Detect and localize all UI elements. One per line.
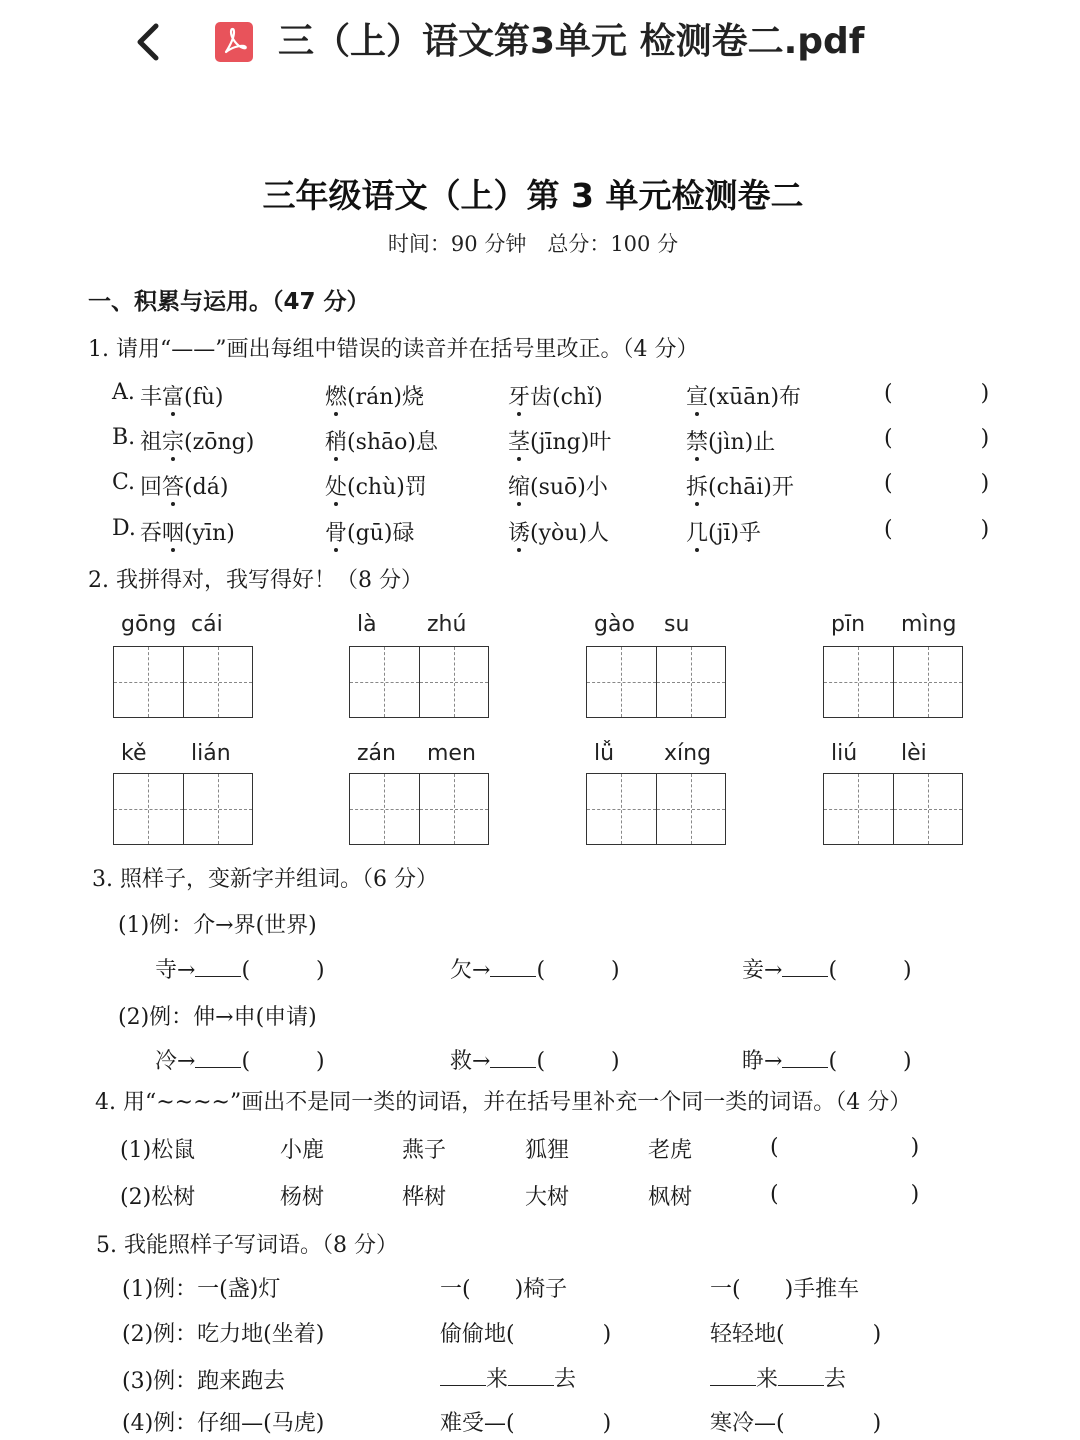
pinyin-label: liú [831, 741, 858, 766]
pinyin-label: mìng [901, 612, 957, 637]
pinyin-item-part: 宗 [162, 430, 185, 455]
phrase-item[interactable]: 难受—( ) [440, 1411, 612, 1436]
answer-parentheses[interactable]: ( ) [770, 1182, 920, 1207]
answer-parentheses[interactable]: ( ) [828, 1049, 912, 1074]
phrase-char: 去 [824, 1367, 847, 1392]
transform-source: 欠→ [450, 958, 491, 983]
answer-parentheses[interactable]: ( ) [884, 426, 990, 451]
answer-blank[interactable] [782, 1047, 828, 1068]
writing-cell[interactable] [824, 647, 893, 717]
answer-blank[interactable] [195, 1047, 241, 1068]
pinyin-item-part: 小 [585, 475, 608, 500]
phrase-char: 来 [756, 1367, 779, 1392]
pinyin-item [686, 516, 761, 547]
top-bar [0, 0, 1080, 90]
answer-blank[interactable] [782, 956, 828, 977]
pinyin-item [508, 470, 608, 501]
pinyin-item-part: 吞 [140, 521, 163, 546]
answer-blank[interactable] [490, 1047, 536, 1068]
pinyin-item-part: (chù) [347, 475, 405, 500]
pinyin-label: lǚ [594, 741, 615, 766]
phrase-blank-item[interactable] [440, 1362, 576, 1393]
pinyin-item [140, 425, 254, 456]
pinyin-item-part: 牙 [508, 385, 531, 410]
pinyin-label: pīn [831, 612, 866, 637]
pinyin-item-part: (jìn) [708, 430, 754, 455]
writing-cell[interactable] [893, 647, 963, 717]
answer-blank[interactable] [195, 956, 241, 977]
question-1-prompt: 1. 请用“——”画出每组中错误的读音并在括号里改正。（4 分） [88, 337, 699, 362]
pinyin-item [140, 470, 228, 501]
writing-cell[interactable] [183, 774, 253, 844]
pinyin-item-part: (fù) [184, 385, 224, 410]
pinyin-item-part: 几 [686, 521, 709, 546]
pinyin-item-part: (jī) [708, 521, 740, 546]
answer-blank[interactable] [490, 956, 536, 977]
answer-parentheses[interactable]: ( ) [884, 517, 990, 542]
answer-parentheses[interactable]: ( ) [241, 958, 325, 983]
word-item[interactable]: 桦树 [402, 1185, 447, 1210]
phrase-char: 去 [554, 1367, 577, 1392]
pinyin-item-part: 咽 [162, 521, 185, 546]
pinyin-item-part: 缩 [508, 475, 531, 500]
phrase-item[interactable]: 一( )手推车 [710, 1277, 860, 1302]
pinyin-item [325, 425, 438, 456]
answer-blank[interactable] [440, 1365, 486, 1386]
pinyin-item-part: 烧 [401, 385, 424, 410]
phrase-item[interactable]: 偷偷地( ) [440, 1322, 612, 1347]
answer-parentheses[interactable]: ( ) [770, 1135, 920, 1160]
pinyin-item-part: 乎 [739, 521, 762, 546]
transform-source: 寺→ [155, 958, 196, 983]
writing-cell[interactable] [587, 647, 656, 717]
phrase-item: (2)例：吃力地(坐着) [122, 1322, 325, 1347]
pinyin-item-part: 止 [753, 430, 776, 455]
answer-blank[interactable] [508, 1365, 554, 1386]
pinyin-item-part: (zōng) [184, 430, 255, 455]
pinyin-item-part: 开 [771, 475, 794, 500]
pinyin-label: lián [191, 741, 231, 766]
pinyin-item-part: 拆 [686, 475, 709, 500]
writing-grid[interactable] [349, 773, 489, 845]
writing-grid[interactable] [113, 773, 253, 845]
pinyin-item [508, 380, 603, 411]
pinyin-label: là [357, 612, 377, 637]
phrase-item: (3)例：跑来跑去 [122, 1369, 286, 1394]
pinyin-item-part: 稍 [325, 430, 348, 455]
phrase-item[interactable]: 一( )椅子 [440, 1277, 568, 1302]
question-5-prompt: 5. 我能照样子写词语。（8 分） [96, 1233, 398, 1258]
pinyin-item-part: (dá) [184, 475, 229, 500]
transform-item [450, 953, 620, 984]
pinyin-label: gōng [121, 612, 177, 637]
word-item[interactable]: 狐狸 [525, 1138, 570, 1163]
phrase-blank-item[interactable] [710, 1362, 846, 1393]
answer-parentheses[interactable]: ( ) [884, 381, 990, 406]
question-3-example-1: (1)例：介→界(世界) [118, 913, 317, 938]
pinyin-item-part: 丰 [140, 385, 163, 410]
back-arrow-icon[interactable] [128, 16, 168, 68]
pinyin-item [325, 516, 414, 547]
pinyin-label: kě [121, 741, 147, 766]
writing-grid[interactable] [349, 646, 489, 718]
question-3-prompt: 3. 照样子，变新字并组词。（6 分） [92, 867, 438, 892]
answer-blank[interactable] [710, 1365, 756, 1386]
pinyin-label: xíng [664, 741, 712, 766]
writing-cell[interactable] [587, 774, 656, 844]
pinyin-item-part: (suō) [530, 475, 586, 500]
answer-blank[interactable] [778, 1365, 824, 1386]
question-2-prompt: 2. 我拼得对，我写得好！（8 分） [88, 568, 423, 593]
phrase-char: 来 [486, 1367, 509, 1392]
pinyin-label: zán [357, 741, 396, 766]
pinyin-label: men [427, 741, 476, 766]
file-title: 三（上）语文第3单元 检测卷二.pdf [278, 21, 865, 62]
pinyin-label: su [664, 612, 690, 637]
option-label: A. [112, 380, 135, 405]
pinyin-item-part: (yòu) [530, 521, 588, 546]
pinyin-item-part: 齿 [530, 385, 553, 410]
transform-source: 睁→ [742, 1049, 783, 1074]
phrase-item: (1)例：一(盏)灯 [122, 1277, 281, 1302]
writing-grid[interactable] [586, 646, 726, 718]
phrase-item[interactable]: 寒冷—( ) [710, 1411, 882, 1436]
writing-grid[interactable] [823, 773, 963, 845]
pinyin-item-part: (rán) [347, 385, 402, 410]
exam-meta: 时间：90 分钟 总分：100 分 [387, 232, 679, 256]
transform-item [742, 1044, 912, 1075]
phrase-item[interactable]: 轻轻地( ) [710, 1322, 882, 1347]
word-item[interactable]: 杨树 [280, 1185, 325, 1210]
writing-grid[interactable] [823, 646, 963, 718]
pinyin-item [325, 470, 427, 501]
pinyin-item-part: 燃 [325, 385, 348, 410]
pinyin-item-part: 诱 [508, 521, 531, 546]
pinyin-item-part: 禁 [686, 430, 709, 455]
question-4-prompt: 4. 用“~~~~”画出不是同一类的词语，并在括号里补充一个同一类的词语。（4 分） [95, 1090, 912, 1115]
writing-grid[interactable] [113, 646, 253, 718]
writing-cell[interactable] [419, 774, 489, 844]
writing-cell[interactable] [656, 774, 726, 844]
word-item[interactable]: 枫树 [648, 1185, 693, 1210]
section-heading: 一、积累与运用。（47 分） [88, 289, 370, 315]
pinyin-label: cái [191, 612, 223, 637]
pinyin-item-part: 息 [416, 430, 439, 455]
option-label: B. [112, 425, 136, 450]
pinyin-item-part: 宣 [686, 385, 709, 410]
writing-cell[interactable] [419, 647, 489, 717]
pinyin-item [686, 380, 801, 411]
pinyin-item-part: (xūān) [708, 385, 780, 410]
option-label: D. [112, 516, 136, 541]
pinyin-item [140, 516, 235, 547]
word-item[interactable]: 大树 [525, 1185, 570, 1210]
transform-source: 冷→ [155, 1049, 196, 1074]
pinyin-item-part: 叶 [589, 430, 612, 455]
pinyin-item-part: (chǐ) [552, 385, 603, 410]
pinyin-item-part: 碌 [392, 521, 415, 546]
pinyin-item-part: 富 [162, 385, 185, 410]
writing-cell[interactable] [350, 647, 419, 717]
answer-parentheses[interactable]: ( ) [828, 958, 912, 983]
writing-cell[interactable] [114, 647, 183, 717]
transform-source: 救→ [450, 1049, 491, 1074]
pinyin-item-part: 处 [325, 475, 348, 500]
pinyin-item-part: (chāi) [708, 475, 772, 500]
word-item[interactable]: (2)松树 [120, 1185, 196, 1210]
pinyin-item-part: 茎 [508, 430, 531, 455]
pinyin-item [508, 516, 609, 547]
writing-cell[interactable] [893, 774, 963, 844]
transform-item [155, 1044, 325, 1075]
pdf-file-icon [215, 22, 253, 62]
writing-cell[interactable] [824, 774, 893, 844]
pinyin-label: zhú [427, 612, 467, 637]
writing-grid[interactable] [586, 773, 726, 845]
phrase-item: (4)例：仔细—(马虎) [122, 1411, 325, 1436]
writing-cell[interactable] [350, 774, 419, 844]
transform-item [742, 953, 912, 984]
transform-item [450, 1044, 620, 1075]
word-item[interactable]: 小鹿 [280, 1138, 325, 1163]
pinyin-item [140, 380, 224, 411]
pinyin-item-part: 人 [587, 521, 610, 546]
pinyin-item [508, 425, 611, 456]
pinyin-item-part: 布 [779, 385, 802, 410]
pinyin-label: gào [594, 612, 635, 637]
pinyin-item-part: (jīng) [530, 430, 590, 455]
pinyin-label: lèi [901, 741, 927, 766]
transform-source: 妾→ [742, 958, 783, 983]
word-item[interactable]: 老虎 [648, 1138, 693, 1163]
pinyin-item-part: (gū) [347, 521, 393, 546]
word-item[interactable]: 燕子 [402, 1138, 447, 1163]
answer-parentheses[interactable]: ( ) [884, 471, 990, 496]
document-title: 三年级语文（上）第 3 单元检测卷二 [262, 176, 804, 215]
question-3-example-2: (2)例：伸→申(申请) [118, 1005, 317, 1030]
writing-cell[interactable] [183, 647, 253, 717]
pinyin-item-part: 祖 [140, 430, 163, 455]
writing-cell[interactable] [656, 647, 726, 717]
pinyin-item-part: (shāo) [347, 430, 417, 455]
pinyin-item-part: 答 [162, 475, 185, 500]
pinyin-item-part: (yīn) [184, 521, 235, 546]
transform-item [155, 953, 325, 984]
pinyin-item [686, 425, 775, 456]
answer-parentheses[interactable]: ( ) [241, 1049, 325, 1074]
pinyin-item [686, 470, 794, 501]
pinyin-item [325, 380, 424, 411]
answer-parentheses[interactable]: ( ) [536, 958, 620, 983]
pinyin-item-part: 罚 [404, 475, 427, 500]
answer-parentheses[interactable]: ( ) [536, 1049, 620, 1074]
pinyin-item-part: 骨 [325, 521, 348, 546]
pinyin-item-part: 回 [140, 475, 163, 500]
option-label: C. [112, 470, 136, 495]
word-item[interactable]: (1)松鼠 [120, 1138, 196, 1163]
writing-cell[interactable] [114, 774, 183, 844]
